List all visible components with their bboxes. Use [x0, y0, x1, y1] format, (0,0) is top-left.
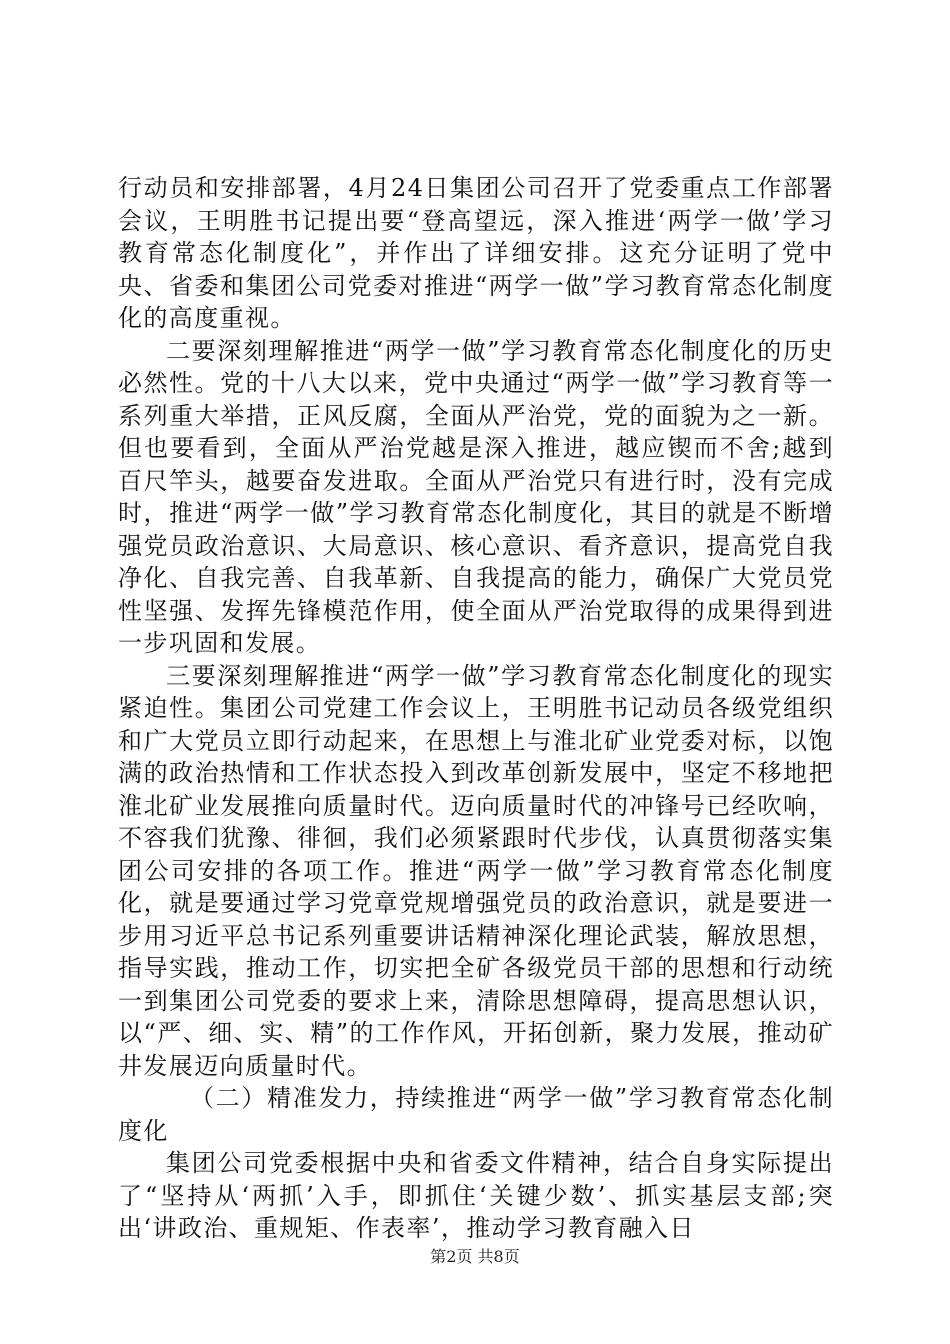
paragraph-group-committee: 集团公司党委根据中央和省委文件精神，结合自身实际提出了“坚持从‘两抓’入手，即抓住‘关键少数’、抓实基层支部;突出‘讲政治、重规矩、作表率’，推动学习教育融入日: [118, 1149, 834, 1242]
section-heading: （二）精准发力，持续推进“两学一做”学习教育常态化制度化: [118, 1084, 834, 1145]
document-body: [118, 172, 834, 1245]
paragraph-historical-necessity: 二要深刻理解推进“两学一做”学习教育常态化制度化的历史必然性。党的十八大以来，党中央通过“两学一做”学习教育等一系列重大举措，正风反腐，全面从严治党，党的面貌为之一新。但也要看到，全面从严治党越是深入推进，越应锲而不舍;越到百尺竿头，越要奋发进取。全面从严治党只有进行时，没有完成时，推进“两学一做”学习教育常态化制度化，其目的就是不断增强党员政治意识、大局意识、核心意识、看齐意识，提高党自我净化、自我完善、自我革新、自我提高的能力，确保广大党员党性坚强、发挥先锋模范作用，使全面从严治党取得的成果得到进一步巩固和发展。: [118, 336, 834, 657]
page-footer: 第2页 共8页: [430, 1247, 520, 1266]
paragraph-practical-urgency: 三要深刻理解推进“两学一做”学习教育常态化制度化的现实紧迫性。集团公司党建工作会议上，王明胜书记动员各级党组织和广大党员立即行动起来，在思想上与淮北矿业党委对标，以饱满的政治热情和工作状态投入到改革创新发展中，坚定不移地把淮北矿业发展推向质量时代。迈向质量时代的冲锋号已经吹响，不容我们犹豫、徘徊，我们必须紧跟时代步伐，认真贯彻落实集团公司安排的各项工作。推进“两学一做”学习教育常态化制度化，就是要通过学习党章党规增强党员的政治意识，就是要进一步用习近平总书记系列重要讲话精神深化理论武装，解放思想，指导实践，推动工作，切实把全矿各级党员干部的思想和行动统一到集团公司党委的要求上来，清除思想障碍，提高思想认识，以“严、细、实、精”的工作作风，开拓创新，聚力发展，推动矿井发展迈向质量时代。: [118, 661, 834, 1080]
paragraph-continuation: 行动员和安排部署，4月24日集团公司召开了党委重点工作部署会议，王明胜书记提出要“登高望远，深入推进‘两学一做’学习教育常态化制度化”，并作出了详细安排。这充分证明了党中央、省委和集团公司党委对推进“两学一做”学习教育常态化制度化的高度重视。: [118, 174, 834, 332]
